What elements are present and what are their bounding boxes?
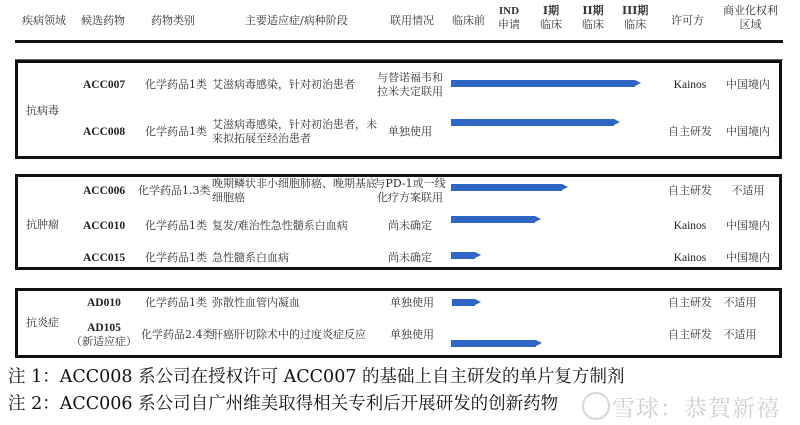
commercial-rights: 中国境内 [726, 219, 770, 232]
header-rule-thick [15, 40, 783, 43]
commercial-rights: 中国境内 [726, 78, 770, 91]
header-ind-line2: 申请 [498, 18, 520, 31]
drug-name: ACC007 [83, 79, 126, 91]
licensor: Kainos [673, 252, 707, 264]
header-phase1-line1: I期 [542, 4, 560, 17]
stage-progress-bar [452, 299, 475, 306]
header-disease-area: 疾病领域 [22, 14, 66, 27]
header-phase1-line2: 临床 [540, 18, 562, 31]
drug-class: 化学药品1类 [145, 125, 207, 138]
header-preclinical: 临床前 [452, 14, 485, 27]
indication-line2: 来拟拓展至经治患者 [212, 132, 311, 145]
header-rights [723, 4, 778, 32]
drug-class: 化学药品1类 [145, 251, 207, 264]
combination-line1: 与PD-1或一线 [374, 177, 446, 190]
group-area-label: 抗肿瘤 [26, 218, 59, 231]
drug-class: 化学药品1类 [145, 296, 207, 309]
drug-name-line1: AD105 [87, 322, 121, 334]
indication [212, 118, 377, 146]
stage-progress-bar [451, 184, 562, 191]
header-phase2 [582, 4, 604, 32]
indication [212, 177, 377, 205]
combination-line2: 化疗方案联用 [376, 191, 443, 204]
drug-class: 化学药品1类 [145, 78, 207, 91]
header-phase2-line1: II期 [582, 4, 604, 17]
indication-line1: 艾滋病毒感染，针对初治患者，未 [212, 118, 377, 131]
indication: 急性髓系白血病 [212, 251, 289, 264]
header-licensor: 许可方 [671, 14, 704, 27]
indication: 弥散性血管内凝血 [212, 296, 300, 309]
header-candidate: 候选药物 [81, 14, 125, 27]
header-ind-line1: IND [498, 5, 520, 17]
stage-progress-bar [451, 252, 475, 259]
combination: 单独使用 [388, 125, 432, 138]
licensor: 自主研发 [668, 328, 712, 341]
drug-name: ACC006 [83, 185, 126, 197]
header-phase3-line1: III期 [622, 4, 649, 17]
licensor: 自主研发 [668, 296, 712, 309]
licensor: Kainos [673, 220, 707, 232]
drug-class: 化学药品1类 [145, 219, 207, 232]
combination: 单独使用 [390, 296, 434, 309]
header-rights-line1: 商业化权利 [723, 4, 778, 17]
footnote-1: 注 1：ACC008 系公司在授权许可 ACC007 的基础上自主研发的单片复方制剂 [8, 367, 625, 387]
combination [377, 71, 443, 99]
commercial-rights: 不适用 [723, 328, 757, 341]
header-rights-line2: 区域 [739, 18, 762, 31]
drug-class: 化学药品1.3类 [138, 184, 211, 197]
header-phase3 [622, 4, 648, 32]
combination: 单独使用 [390, 328, 434, 341]
watermark: 雪球：恭賀新禧 [612, 396, 780, 422]
indication: 复发/难治性急性髓系白血病 [212, 219, 348, 232]
group-area-label: 抗病毒 [26, 104, 59, 117]
commercial-rights: 不适用 [731, 184, 765, 197]
watermark-logo-icon [582, 392, 610, 420]
commercial-rights: 中国境内 [726, 251, 770, 264]
combination [374, 177, 445, 205]
header-indication: 主要适应症/病种阶段 [245, 14, 348, 27]
drug-name [71, 321, 137, 349]
commercial-rights: 中国境内 [726, 125, 770, 138]
indication: 艾滋病毒感染，针对初治患者 [212, 78, 355, 91]
indication: 肝癌肝切除术中的过度炎症反应 [212, 328, 366, 341]
combination-line1: 与替诺福韦和 [377, 71, 443, 84]
drug-name: AD010 [87, 297, 121, 309]
indication-line1: 晚期鳞状非小细胞肺癌、晚期基底 [212, 177, 377, 190]
header-phase2-line2: 临床 [582, 18, 604, 31]
combination: 尚未确定 [388, 219, 432, 232]
drug-name: ACC008 [83, 126, 126, 138]
footnote-2: 注 2：ACC006 系公司自广州维美取得相关专利后开展研发的创新药物 [8, 394, 559, 414]
stage-progress-bar [451, 340, 536, 347]
combination-line2: 拉米夫定联用 [377, 85, 443, 98]
licensor: 自主研发 [668, 125, 712, 138]
header-ind [498, 4, 520, 32]
drug-name: ACC015 [83, 252, 126, 264]
group-area-label: 抗炎症 [26, 316, 59, 329]
stage-progress-bar [451, 80, 635, 87]
indication-line2: 细胞癌 [212, 191, 245, 204]
drug-name: ACC010 [83, 220, 126, 232]
header-combination: 联用情况 [390, 14, 434, 27]
drug-class: 化学药品2.4类 [141, 328, 214, 341]
header-phase3-line2: 临床 [624, 18, 647, 31]
licensor: 自主研发 [668, 184, 712, 197]
stage-progress-bar [451, 216, 535, 223]
licensor: Kainos [673, 79, 707, 91]
commercial-rights: 不适用 [723, 296, 757, 309]
drug-name-line2: （新适应症） [71, 335, 137, 348]
header-drug-class: 药物类别 [151, 14, 195, 27]
header-phase1 [540, 4, 562, 32]
combination: 尚未确定 [388, 251, 432, 264]
stage-progress-bar [451, 119, 614, 126]
